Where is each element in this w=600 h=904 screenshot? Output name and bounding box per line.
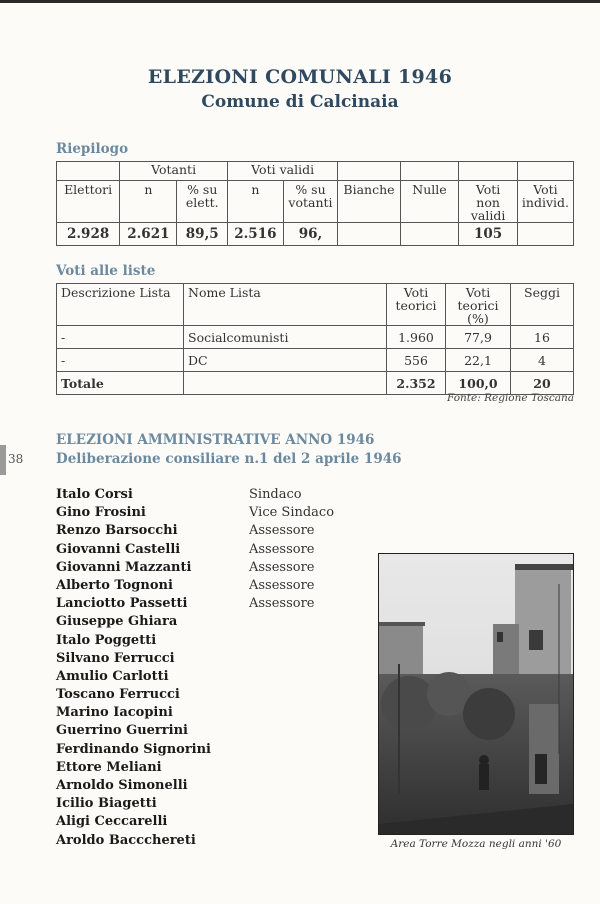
- member-name: Guerrino Guerrini: [56, 723, 188, 739]
- header-cell: n: [227, 181, 283, 223]
- cell: Totale: [57, 372, 184, 395]
- member-name: Italo Corsi: [56, 487, 133, 502]
- list-item: [56, 759, 334, 777]
- page-tab-mark: [0, 445, 6, 475]
- list-item: [56, 741, 334, 759]
- list-item: [56, 722, 334, 740]
- photo-caption: Area Torre Mozza negli anni '60: [390, 838, 562, 850]
- member-name: Giuseppe Ghiara: [56, 614, 178, 630]
- value-cell: 2.928: [57, 223, 120, 246]
- member-role: Assessore: [249, 577, 315, 593]
- empty-cell: [459, 162, 518, 181]
- cell: 22,1: [446, 349, 511, 372]
- list-item: [56, 632, 334, 650]
- member-name: Gino Frosini: [56, 505, 146, 521]
- cell: 77,9: [446, 326, 511, 349]
- cell: DC: [184, 349, 387, 372]
- top-rule: [0, 0, 600, 3]
- cell: Socialcomunisti: [184, 326, 387, 349]
- list-item: [56, 577, 334, 595]
- list-item: [56, 813, 334, 831]
- page-number: 38: [8, 452, 24, 466]
- value-cell: 96,: [283, 223, 338, 246]
- member-role: Assessore: [249, 523, 315, 539]
- member-name: Ferdinando Signorini: [56, 741, 211, 757]
- list-item: [56, 504, 334, 522]
- list-item: [56, 777, 334, 795]
- page-subtitle: Comune di Calcinaia: [201, 92, 399, 112]
- list-item: [56, 668, 334, 686]
- member-role: Sindaco: [249, 487, 302, 502]
- admin-subtitle: Deliberazione consiliare n.1 del 2 aprile 1946: [56, 451, 402, 467]
- historic-photo: [378, 553, 574, 835]
- value-cell: 2.621: [120, 223, 177, 246]
- header-cell: % su elett.: [177, 181, 228, 223]
- member-name: Giovanni Mazzanti: [56, 559, 192, 575]
- cell: 4: [511, 349, 574, 372]
- list-item: [56, 650, 334, 668]
- header-cell: Voti teorici: [387, 284, 446, 326]
- member-name: Renzo Barsocchi: [56, 523, 178, 539]
- header-cell: Seggi: [511, 284, 574, 326]
- cell: -: [57, 349, 184, 372]
- list-item: [56, 704, 334, 722]
- list-item: [56, 486, 334, 504]
- list-item: [56, 832, 334, 850]
- liste-label: Voti alle liste: [56, 263, 156, 279]
- photo-illustration: [379, 554, 573, 834]
- admin-title: ELEZIONI AMMINISTRATIVE ANNO 1946: [56, 432, 375, 448]
- value-cell: 89,5: [177, 223, 228, 246]
- member-role: Assessore: [249, 559, 315, 575]
- cell: 100,0: [446, 372, 511, 395]
- member-name: Ettore Meliani: [56, 759, 162, 775]
- member-name: Italo Poggetti: [56, 632, 157, 648]
- table-row: [57, 349, 574, 372]
- riepilogo-label: Riepilogo: [56, 141, 129, 157]
- list-item: [56, 522, 334, 540]
- group-voti-validi: Voti validi: [227, 162, 337, 181]
- liste-header-row: [57, 284, 574, 326]
- header-cell: Nulle: [400, 181, 459, 223]
- riepilogo-values-row: [57, 223, 574, 246]
- list-item: [56, 686, 334, 704]
- value-cell: 105: [459, 223, 518, 246]
- riepilogo-table: [56, 161, 574, 246]
- member-name: Aligi Ceccarelli: [56, 814, 168, 830]
- header-cell: n: [120, 181, 177, 223]
- empty-cell: [400, 162, 459, 181]
- cell: 20: [511, 372, 574, 395]
- value-cell: [400, 223, 459, 246]
- table-row: [57, 326, 574, 349]
- empty-cell: [338, 162, 400, 181]
- empty-cell: [57, 162, 120, 181]
- member-role: Vice Sindaco: [249, 505, 335, 521]
- value-cell: [338, 223, 400, 246]
- header-cell: % su votanti: [283, 181, 338, 223]
- member-name: Lanciotto Passetti: [56, 596, 188, 612]
- list-item: [56, 613, 334, 631]
- header-cell: Nome Lista: [184, 284, 387, 326]
- list-item: [56, 795, 334, 813]
- empty-cell: [517, 162, 573, 181]
- riepilogo-group-row: [57, 162, 574, 181]
- cell: [184, 372, 387, 395]
- cell: 2.352: [387, 372, 446, 395]
- value-cell: [517, 223, 573, 246]
- list-item: [56, 559, 334, 577]
- member-name: Marino Iacopini: [56, 705, 173, 721]
- list-item: [56, 541, 334, 559]
- header-cell: Voti non validi: [459, 181, 518, 223]
- liste-table: [56, 283, 574, 395]
- page-title: ELEZIONI COMUNALI 1946: [147, 66, 453, 88]
- header-cell: Voti teorici (%): [446, 284, 511, 326]
- cell: 16: [511, 326, 574, 349]
- cell: 556: [387, 349, 446, 372]
- member-name: Amulio Carlotti: [56, 668, 169, 684]
- riepilogo-header-row: [57, 181, 574, 223]
- list-item: [56, 595, 334, 613]
- member-name: Icilio Biagetti: [56, 796, 157, 812]
- member-name: Toscano Ferrucci: [56, 687, 180, 703]
- header-cell: Elettori: [57, 181, 120, 223]
- cell: 1.960: [387, 326, 446, 349]
- header-cell: Voti individ.: [517, 181, 573, 223]
- source-note: Fonte: Regione Toscana: [447, 392, 574, 404]
- member-name: Aroldo Baccchereti: [56, 832, 196, 848]
- member-name: Giovanni Castelli: [56, 541, 181, 557]
- header-cell: Bianche: [338, 181, 400, 223]
- council-members-list: [56, 486, 334, 850]
- member-name: Alberto Tognoni: [56, 577, 173, 593]
- group-votanti: Votanti: [120, 162, 228, 181]
- member-role: Assessore: [249, 541, 315, 557]
- header-cell: Descrizione Lista: [57, 284, 184, 326]
- cell: -: [57, 326, 184, 349]
- value-cell: 2.516: [227, 223, 283, 246]
- member-name: Silvano Ferrucci: [56, 650, 175, 666]
- member-name: Arnoldo Simonelli: [56, 778, 188, 793]
- member-role: Assessore: [249, 596, 315, 612]
